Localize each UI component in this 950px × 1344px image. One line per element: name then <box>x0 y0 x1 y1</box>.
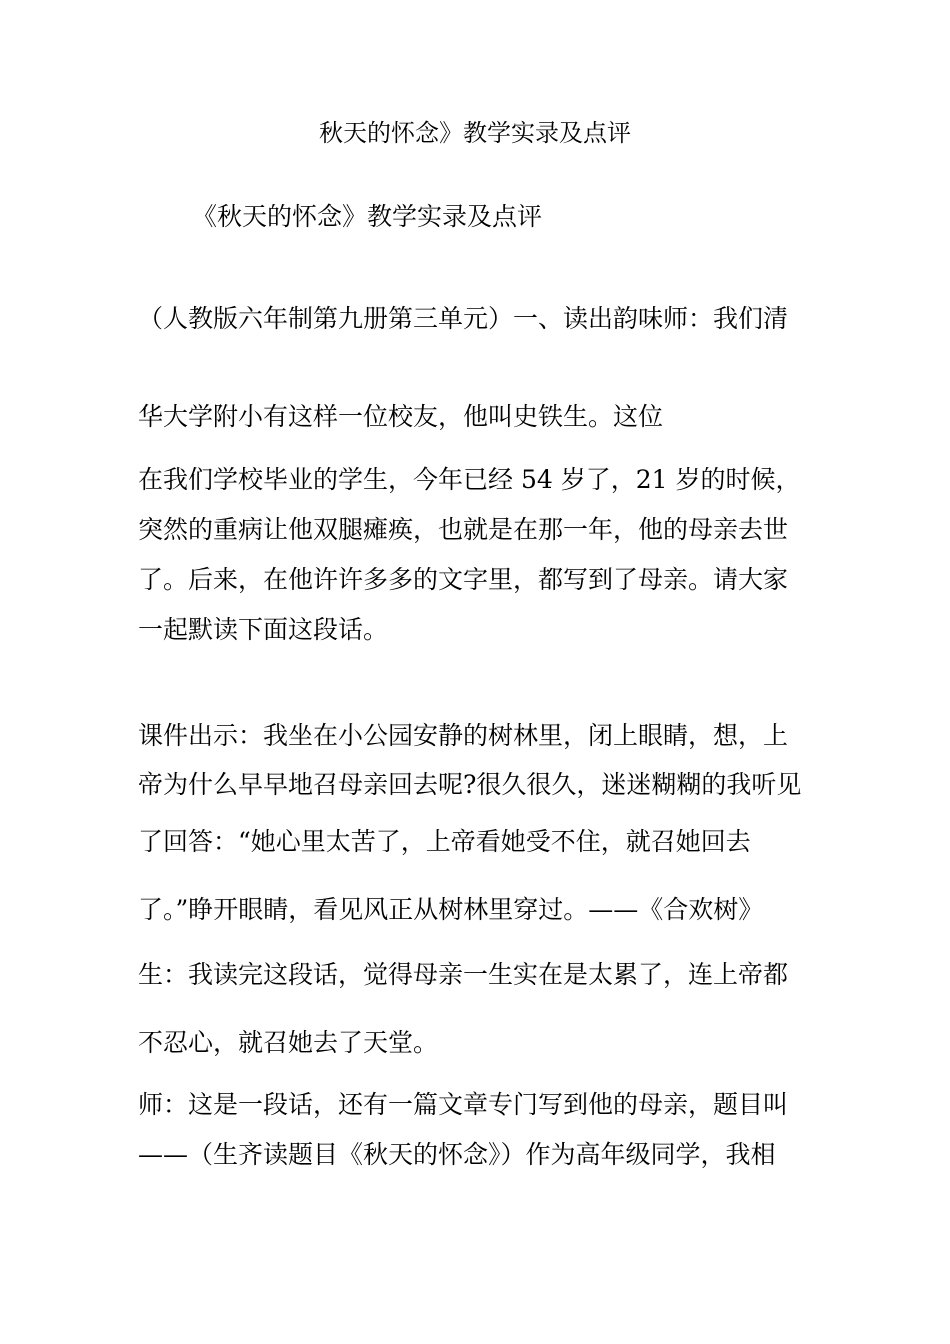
body-line: 一起默读下面这段话。 <box>138 615 389 644</box>
body-line: 生：我读完这段话，觉得母亲一生实在是太累了，连上帝都 <box>138 960 789 989</box>
body-line: 课件出示：我坐在小公园安静的树林里，闭上眼睛，想，上 <box>138 721 789 750</box>
body-line: 师：这是一段话，还有一篇文章专门写到他的母亲，题目叫 <box>138 1090 789 1119</box>
body-line: 不忍心，就召她去了天堂。 <box>138 1028 439 1057</box>
body-line: 了回答：“她心里太苦了，上帝看她受不住，就召她回去 <box>138 827 751 856</box>
body-line: 华大学附小有这样一位校友，他叫史铁生。这位 <box>138 402 664 431</box>
document-subtitle: 《秋天的怀念》教学实录及点评 <box>192 202 543 231</box>
body-line: 在我们学校毕业的学生，今年已经 54 岁了，21 岁的时候， <box>138 465 801 494</box>
page-title: 秋天的怀念》教学实录及点评 <box>319 119 631 147</box>
body-line: ——（生齐读题目《秋天的怀念》）作为高年级同学，我相 <box>138 1140 776 1169</box>
body-line: 了。后来，在他许许多多的文字里，都写到了母亲。请大家 <box>138 565 789 594</box>
body-line: 突然的重病让他双腿瘫痪，也就是在那一年，他的母亲去世 <box>138 515 789 544</box>
body-line: 帝为什么早早地召母亲回去呢?很久很久，迷迷糊糊的我听见 <box>138 770 802 799</box>
body-line: 了。”睁开眼睛，看见风正从树林里穿过。——《合欢树》 <box>138 895 764 924</box>
body-line: （人教版六年制第九册第三单元）一、读出韵味师：我们清 <box>138 304 789 333</box>
